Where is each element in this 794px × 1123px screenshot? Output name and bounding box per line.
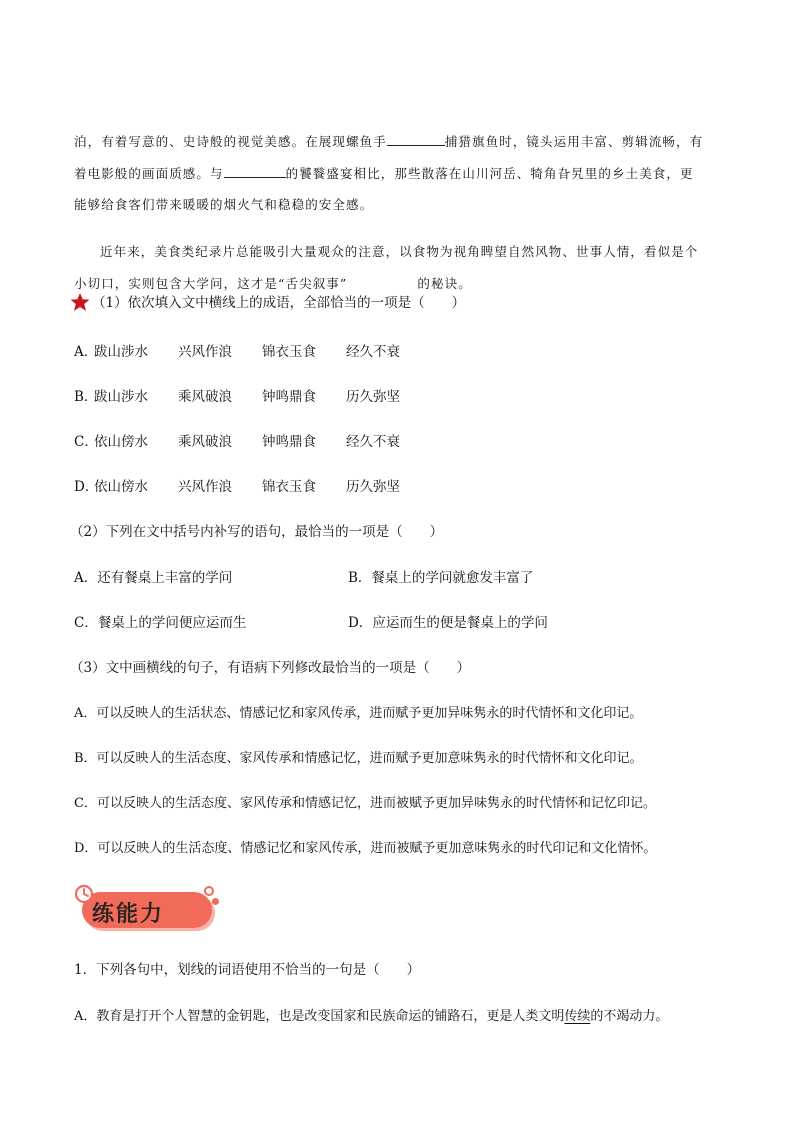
passage-line-1: 泊，有着写意的、史诗般的视觉美感。在展现螺鱼手 捕猎旗鱼时，镜头运用丰富、剪辑流畅，有 bbox=[74, 131, 703, 152]
q3-option-d[interactable]: D．可以反映人的生活态度、情感记忆和家风传承，进而被赋予更加意味隽永的时代印记和文化情怀。 bbox=[74, 841, 657, 856]
q3-option-a[interactable]: A．可以反映人的生活状态、情感记忆和家风传承，进而赋予更加异味隽永的时代情怀和文化印记。 bbox=[74, 706, 643, 721]
q2-stem: （2）下列在文中括号内补写的语句，最恰当的一项是（ ） bbox=[70, 524, 444, 540]
q4-stem: 1．下列各句中，划线的词语使用不恰当的一句是（ ） bbox=[74, 962, 421, 978]
decor-dot bbox=[212, 898, 219, 905]
q1-stem: （1）依次填入文中横线上的成语，全部恰当的一项是（ ） bbox=[92, 295, 466, 311]
underlined-term: 传续 bbox=[564, 1009, 591, 1024]
section-badge bbox=[74, 884, 224, 944]
fill-blank bbox=[387, 131, 445, 146]
q2-option-d[interactable]: D．应运而生的便是餐桌上的学问 bbox=[348, 615, 548, 631]
q3-option-b[interactable]: B．可以反映人的生活态度、家风传承和情感记忆，进而赋予更加意味隽永的时代情怀和文化印记。 bbox=[74, 751, 643, 766]
q3-option-c[interactable]: C．可以反映人的生活态度、家风传承和情感记忆，进而被赋予更加异味隽永的时代情怀和记忆印记。 bbox=[74, 796, 656, 811]
q1-option-c-words: 依山傍水 乘风破浪 钟鸣鼎食 经久不衰 bbox=[94, 434, 400, 450]
fill-blank bbox=[224, 163, 286, 178]
section-title: 练能力 bbox=[92, 902, 165, 927]
q1-option-c[interactable]: C． bbox=[74, 434, 98, 450]
q2-option-c[interactable]: C．餐桌上的学问便应运而生 bbox=[74, 615, 247, 631]
decor-ring bbox=[204, 886, 214, 896]
star-icon bbox=[70, 293, 90, 311]
q1-option-b[interactable]: B． bbox=[74, 389, 98, 405]
q2-option-a[interactable]: A．还有餐桌上丰富的学问 bbox=[74, 570, 233, 586]
passage-line-2: 着电影般的画面质感。与 的饕餮盛宴相比，那些散落在山川河岳、犄角旮旯里的乡土美食，更 bbox=[74, 163, 694, 184]
passage-line-5: 小切口，实则包含大学问，这才是“舌尖叙事” 的秘诀。 bbox=[74, 276, 472, 291]
passage-line-3: 能够给食客们带来暖暖的烟火气和稳稳的安全感。 bbox=[74, 197, 374, 212]
q1-option-a-words: 跋山涉水 兴风作浪 锦衣玉食 经久不衰 bbox=[94, 344, 400, 360]
passage-line-4: 近年来，美食类纪录片总能吸引大量观众的注意，以食物为视角睥望自然风物、世事人情，看似是个 bbox=[100, 244, 699, 259]
q1-option-a[interactable]: A． bbox=[74, 344, 98, 360]
q1-option-d[interactable]: D． bbox=[74, 479, 99, 495]
q1-option-b-words: 跋山涉水 乘风破浪 钟鸣鼎食 历久弥坚 bbox=[94, 389, 400, 405]
q3-stem: （3）文中画横线的句子，有语病下列修改最恰当的一项是（ ） bbox=[70, 660, 471, 676]
q2-option-b[interactable]: B．餐桌上的学问就愈发丰富了 bbox=[348, 570, 534, 586]
q1-option-d-words: 依山傍水 兴风作浪 锦衣玉食 历久弥坚 bbox=[94, 479, 400, 495]
clock-icon bbox=[74, 884, 94, 904]
q4-option-a[interactable]: A．教育是打开个人智慧的金钥匙，也是改变国家和民族命运的铺路石，更是人类文明传续的不竭动力。 bbox=[74, 1009, 669, 1024]
